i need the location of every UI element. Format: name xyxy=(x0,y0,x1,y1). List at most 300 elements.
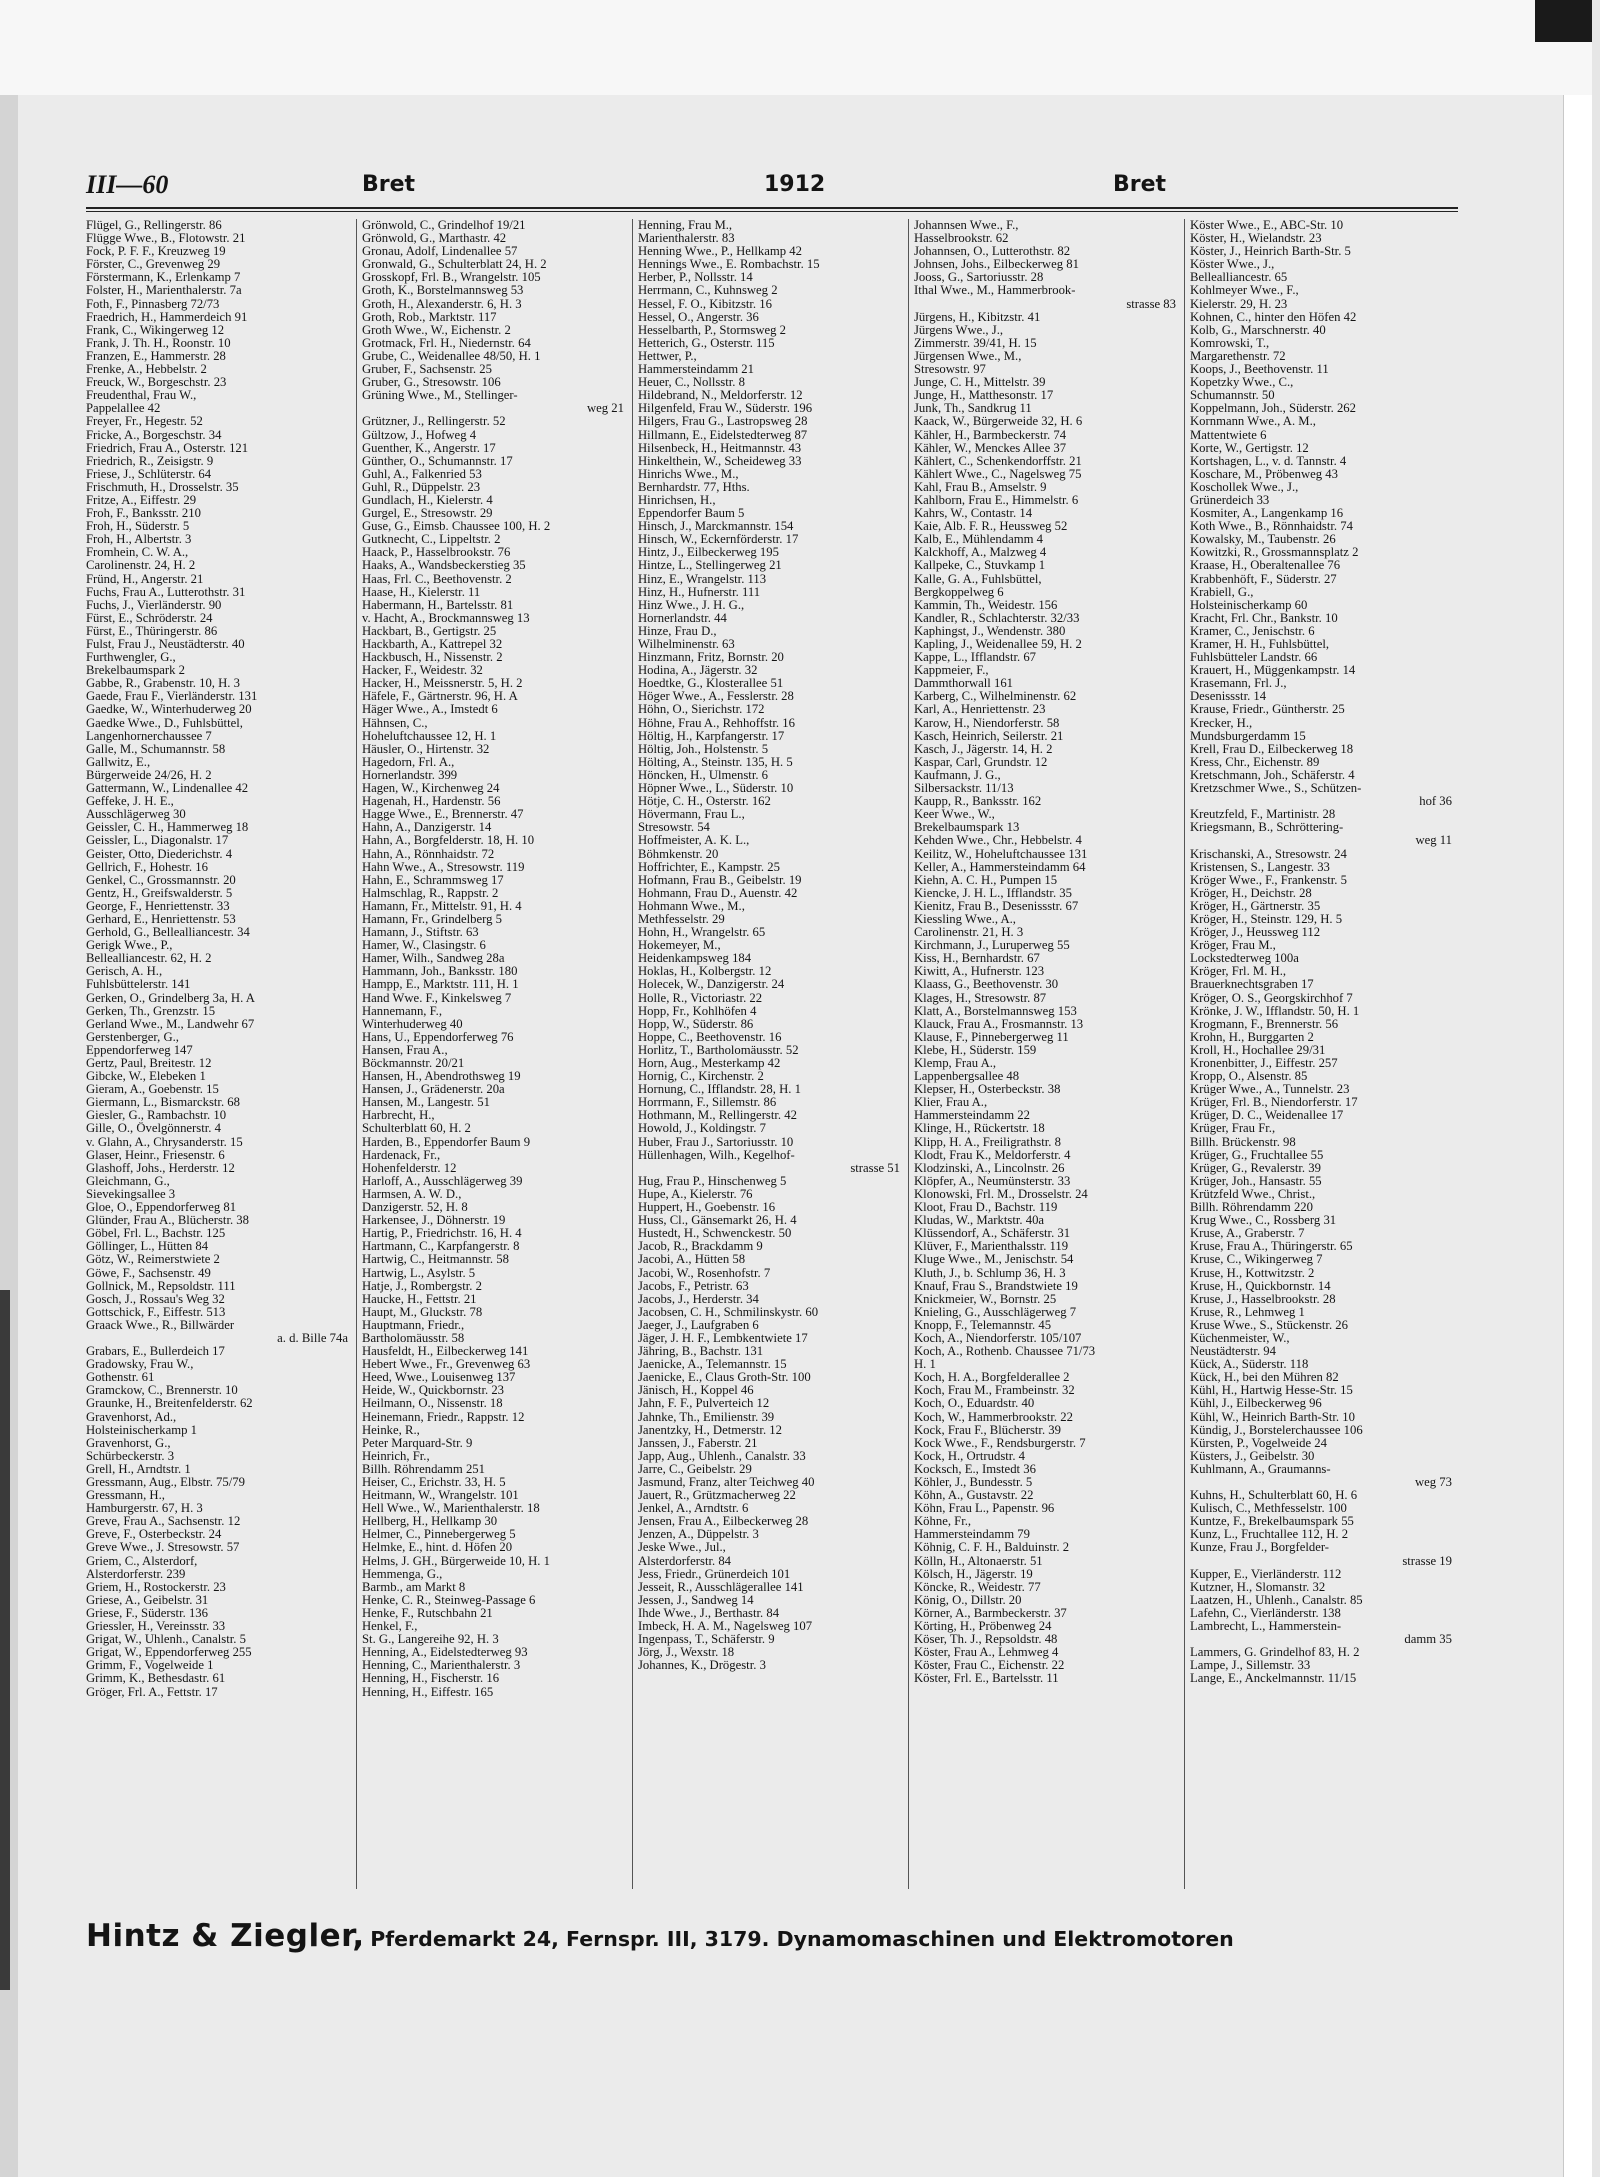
directory-entry: Fromhein, C. W. A., xyxy=(86,546,189,560)
directory-entry: Grabars, E., Bullerdeich 17 xyxy=(86,1345,225,1359)
directory-entry: Jasmund, Franz, alter Teichweg 40 xyxy=(638,1476,815,1489)
directory-entry: Köhn, Frau L., Papenstr. 96 xyxy=(914,1502,1055,1516)
directory-entry: Gressmann, H., xyxy=(86,1489,165,1503)
directory-entry: a. d. Bille 74a xyxy=(277,1331,348,1345)
directory-entry: Grube, C., Weidenallee 48/50, H. 1 xyxy=(362,349,541,363)
directory-entry: Kreutzfeld, F., Martinistr. 28 xyxy=(1190,808,1336,822)
directory-entry: Gerland Wwe., M., Landwehr 67 xyxy=(86,1017,255,1031)
directory-entry: Grotmack, Frl. H., Niedernstr. 64 xyxy=(362,336,531,350)
directory-entry: Kaspar, Carl, Grundstr. 12 xyxy=(914,755,1048,769)
directory-entry: Frank, C., Wikingerweg 12 xyxy=(86,323,225,337)
directory-entry: Johnsen, Johs., Eilbeckerweg 81 xyxy=(914,258,1079,272)
directory-entry: Hell Wwe., W., Marienthalerstr. 18 xyxy=(362,1502,540,1516)
directory-entry: Klodt, Frau K., Meldorferstr. 4 xyxy=(914,1148,1071,1162)
directory-entry: Hammersteindamm 21 xyxy=(638,363,754,377)
directory-entry: Hokemeyer, M., xyxy=(638,939,721,953)
directory-entry: Hacker, F., Weidestr. 32 xyxy=(362,664,483,678)
directory-entry: Hesselbarth, P., Stormsweg 2 xyxy=(638,323,787,337)
directory-entry: Freyer, Fr., Hegestr. 52 xyxy=(86,415,203,429)
directory-entry: Methfesselstr. 29 xyxy=(638,912,725,926)
directory-entry: Jaeger, J., Laufgraben 6 xyxy=(638,1318,759,1332)
directory-entry: Köster, Frau A., Lehmweg 4 xyxy=(914,1646,1059,1660)
directory-entry: Hahn, A., Danzigerstr. 14 xyxy=(362,821,492,835)
directory-entry: Bellealliancestr. 62, H. 2 xyxy=(86,952,212,966)
directory-entry: Jürgensen Wwe., M., xyxy=(914,349,1022,363)
directory-entry: Kropp, O., Alsenstr. 85 xyxy=(1190,1070,1308,1084)
directory-entry: Jesseit, R., Ausschlägerallee 141 xyxy=(638,1580,804,1594)
directory-entry: Kretschmann, Joh., Schäferstr. 4 xyxy=(1190,768,1355,782)
directory-entry: Bartholomäusstr. 58 xyxy=(362,1331,465,1345)
directory-entry: Fraedrich, H., Hammerdeich 91 xyxy=(86,310,248,324)
directory-entry: Kröger, H., Deichstr. 28 xyxy=(1190,886,1312,900)
directory-entry: Johannsen Wwe., F., xyxy=(914,219,1019,232)
directory-entry: Hohn, H., Wrangelstr. 65 xyxy=(638,926,766,940)
directory-entry: Kröger, Frau M., xyxy=(1190,939,1276,953)
directory-entry: Fuhlsbüttelerstr. 141 xyxy=(86,978,191,992)
directory-entry: Krüger, G., Fruchtallee 55 xyxy=(1190,1148,1324,1162)
directory-entry: Kürsten, P., Vogelweide 24 xyxy=(1190,1436,1327,1450)
directory-entry: Grimm, F., Vogelweide 1 xyxy=(86,1659,214,1673)
directory-entry: Krüger, Joh., Hansastr. 55 xyxy=(1190,1174,1322,1188)
directory-entry: Glashoff, Johs., Herderstr. 12 xyxy=(86,1161,235,1175)
directory-entry: Gaedke Wwe., D., Fuhlsbüttel, xyxy=(86,716,243,730)
directory-entry: Kalle, G. A., Fuhlsbüttel, xyxy=(914,572,1042,586)
directory-entry: Haack, P., Hasselbrookstr. 76 xyxy=(362,546,511,560)
directory-entry: Hustedt, H., Schwenckestr. 50 xyxy=(638,1227,792,1241)
directory-entry: Kruse, C., Wikingerweg 7 xyxy=(1190,1253,1323,1267)
directory-entry: Griese, F., Süderstr. 136 xyxy=(86,1606,208,1620)
directory-entry: Harden, B., Eppendorfer Baum 9 xyxy=(362,1135,531,1149)
directory-entry: Koops, J., Beethovenstr. 11 xyxy=(1190,363,1329,377)
directory-entry: Hartwig, L., Asylstr. 5 xyxy=(362,1266,476,1280)
directory-entry: Kuhns, H., Schulterblatt 60, H. 6 xyxy=(1190,1489,1358,1503)
directory-entry: Knauf, Frau S., Brandstwiete 19 xyxy=(914,1279,1078,1293)
directory-entry: Höncken, H., Ulmenstr. 6 xyxy=(638,768,769,782)
directory-entry: Gerken, O., Grindelberg 3a, H. A xyxy=(86,991,255,1005)
column-divider xyxy=(356,219,357,1889)
directory-entry: Höltig, H., Karpfangerstr. 17 xyxy=(638,729,785,743)
directory-entry: Horn, Aug., Mesterkamp 42 xyxy=(638,1057,781,1070)
directory-entry: Ihde Wwe., J., Berthastr. 84 xyxy=(638,1606,780,1620)
directory-entry: Kück, A., Süderstr. 118 xyxy=(1190,1358,1309,1372)
directory-entry: Hausfeldt, H., Eilbeckerweg 141 xyxy=(362,1345,529,1359)
directory-entry: Hoffmeister, A. K. L., xyxy=(638,834,750,848)
directory-entry: Köser, Th. J., Repsoldstr. 48 xyxy=(914,1633,1058,1647)
directory-entry: Hinz, H., Hufnerstr. 111 xyxy=(638,585,761,599)
directory-entry: Gerhold, G., Bellealliancestr. 34 xyxy=(86,926,250,940)
running-title-left: Bret xyxy=(362,172,416,197)
directory-entry: Heitmann, W., Wrangelstr. 101 xyxy=(362,1489,519,1503)
directory-entry: Fuchs, Frau A., Lutterothstr. 31 xyxy=(86,585,246,599)
directory-entry: Horrmann, F., Sillemstr. 86 xyxy=(638,1096,777,1110)
directory-entry: Kröger Wwe., F., Frankenstr. 5 xyxy=(1190,873,1347,887)
directory-entry: Jürgens Wwe., J., xyxy=(914,323,1004,337)
directory-entry: Kirchmann, J., Luruperweg 55 xyxy=(914,939,1070,953)
directory-entry: Köncke, R., Weidestr. 77 xyxy=(914,1580,1041,1594)
directory-entry: Kröger, H., Steinstr. 129, H. 5 xyxy=(1190,912,1343,926)
directory-entry: Barmb., am Markt 8 xyxy=(362,1580,466,1594)
directory-entry: hof 36 xyxy=(1419,795,1452,809)
directory-entry: Frank, J. Th. H., Roonstr. 10 xyxy=(86,336,231,350)
directory-entry: Dammthorwall 161 xyxy=(914,677,1014,691)
directory-entry: Frenke, A., Hebbelstr. 2 xyxy=(86,363,207,377)
directory-entry: Jaenicke, E., Claus Groth-Str. 100 xyxy=(638,1371,811,1385)
directory-entry: Hackbusch, H., Nissenstr. 2 xyxy=(362,651,503,665)
directory-entry: Jähring, B., Bachstr. 131 xyxy=(638,1345,764,1359)
directory-entry: Kück, H., bei den Mühren 82 xyxy=(1190,1371,1339,1385)
directory-entry: Kortshagen, L., v. d. Tannstr. 4 xyxy=(1190,454,1347,468)
directory-entry: Förstermann, K., Erlenkamp 7 xyxy=(86,271,241,285)
directory-entry: Hinz, E., Wrangelstr. 113 xyxy=(638,572,767,586)
directory-entry: Flügel, G., Rellingerstr. 86 xyxy=(86,219,222,232)
directory-entry: Eppendorferweg 147 xyxy=(86,1043,193,1057)
directory-entry: Holsteinischerkamp 60 xyxy=(1190,598,1308,612)
directory-entry: Kornmann Wwe., A. M., xyxy=(1190,415,1316,429)
directory-entry: Gottschick, F., Eiffestr. 513 xyxy=(86,1305,226,1319)
directory-entry: Gerstenberger, G., xyxy=(86,1030,179,1044)
scan-background-top xyxy=(0,0,1600,95)
directory-entry: Fulst, Frau J., Neustädterstr. 40 xyxy=(86,638,245,651)
directory-entry: Graack Wwe., R., Billwärder xyxy=(86,1318,235,1332)
directory-entry: Hodina, A., Jägerstr. 32 xyxy=(638,664,758,678)
directory-entry: Hagedorn, Frl. A., xyxy=(362,755,455,769)
directory-entry: Kluth, J., b. Schlump 36, H. 3 xyxy=(914,1266,1066,1280)
directory-entry: Gloe, O., Eppendorferweg 81 xyxy=(86,1201,237,1215)
directory-entry: Lammers, G. Grindelhof 83, H. 2 xyxy=(1190,1646,1360,1660)
directory-entry: Jürgens, H., Kibitzstr. 41 xyxy=(914,310,1041,324)
directory-entry: Köhne, Fr., xyxy=(914,1515,972,1529)
directory-entry: Kriegsmann, B., Schröttering- xyxy=(1190,821,1344,835)
footer-advertisement xyxy=(86,1918,1458,1962)
directory-entry: Henke, F., Rutschbahn 21 xyxy=(362,1606,493,1620)
directory-entry: Hintz, J., Eilbeckerweg 195 xyxy=(638,546,779,560)
directory-entry: Hansen, H., Abendrothsweg 19 xyxy=(362,1070,521,1084)
directory-entry: Marienthalerstr. 83 xyxy=(638,232,735,246)
scan-right-strip xyxy=(1592,0,1600,2177)
directory-entry: Brauerknechtsgraben 17 xyxy=(1190,978,1314,992)
directory-entry: Kahl, Frau B., Amselstr. 9 xyxy=(914,480,1047,494)
directory-entry: Kappmeier, F., xyxy=(914,664,989,678)
directory-entry: Krischanski, A., Stresowstr. 24 xyxy=(1190,847,1347,861)
directory-entry: Hamann, Fr., Grindelberg 5 xyxy=(362,912,503,926)
directory-entry: Krüger, D. C., Weidenallee 17 xyxy=(1190,1109,1344,1123)
directory-entry: Hopp, W., Süderstr. 86 xyxy=(638,1017,754,1031)
directory-entry: Hammersteindamm 79 xyxy=(914,1528,1030,1542)
directory-entry: Griessler, H., Vereinsstr. 33 xyxy=(86,1620,226,1634)
directory-entry: Huppert, H., Goebenstr. 16 xyxy=(638,1201,776,1215)
directory-entry: Karow, H., Niendorferstr. 58 xyxy=(914,716,1060,730)
directory-entry: Bergkoppelweg 6 xyxy=(914,585,1004,599)
directory-entry: Köster Wwe., J., xyxy=(1190,258,1275,272)
directory-entry: Kündig, J., Borstelerchaussee 106 xyxy=(1190,1423,1363,1437)
directory-entry: Hupe, A., Kielerstr. 76 xyxy=(638,1187,753,1201)
directory-entry: Hammann, Joh., Banksstr. 180 xyxy=(362,965,518,979)
directory-entry: Junge, C. H., Mittelstr. 39 xyxy=(914,376,1046,390)
directory-entry: Greve Wwe., J. Stresowstr. 57 xyxy=(86,1541,240,1555)
directory-entry: Klipp, H. A., Freiligrathstr. 8 xyxy=(914,1135,1061,1149)
directory-entry: Kählert Wwe., C., Nagelsweg 75 xyxy=(914,467,1082,481)
directory-entry: Höhn, O., Sierichstr. 172 xyxy=(638,703,765,717)
directory-entry: Hornig, C., Kirchenstr. 2 xyxy=(638,1070,764,1084)
directory-entry: Heinke, R., xyxy=(362,1423,420,1437)
directory-entry: Grützner, J., Rellingerstr. 52 xyxy=(362,415,506,429)
directory-entry: Hennings Wwe., E. Rombachstr. 15 xyxy=(638,258,820,272)
directory-entry: v. Glahn, A., Chrysanderstr. 15 xyxy=(86,1135,243,1149)
directory-entry: Kalb, E., Mühlendamm 4 xyxy=(914,533,1043,547)
directory-entry: Henning, H., Fischerstr. 16 xyxy=(362,1672,500,1686)
directory-entry: Heiser, C., Erichstr. 33, H. 5 xyxy=(362,1476,506,1489)
directory-entry: Neustädterstr. 94 xyxy=(1190,1345,1276,1359)
directory-entry: Froh, H., Albertstr. 3 xyxy=(86,533,192,547)
directory-entry: Gibcke, W., Elebeken 1 xyxy=(86,1070,206,1084)
directory-entry: Krüger, G., Revalerstr. 39 xyxy=(1190,1161,1321,1175)
directory-entry: Hornerlandstr. 44 xyxy=(638,611,727,625)
directory-entry: Hoffrichter, E., Kampstr. 25 xyxy=(638,860,780,874)
directory-entry: Griese, A., Geibelstr. 31 xyxy=(86,1593,209,1607)
directory-entry: Kristensen, S., Langestr. 33 xyxy=(1190,860,1330,874)
directory-entry: Foth, F., Pinnasberg 72/73 xyxy=(86,297,220,311)
directory-entry: Kruse, J., Hasselbrookstr. 28 xyxy=(1190,1292,1336,1306)
scan-corner-mark xyxy=(1535,0,1600,42)
directory-entry: Henning, H., Eiffestr. 165 xyxy=(362,1685,494,1699)
directory-entry: Grigat, W., Eppendorferweg 255 xyxy=(86,1646,252,1660)
directory-entry: Köster, Frl. E., Bartelsstr. 11 xyxy=(914,1672,1059,1686)
directory-entry: Groth Wwe., W., Eichenstr. 2 xyxy=(362,323,511,337)
directory-entry: Geister, Otto, Diederichstr. 4 xyxy=(86,847,233,861)
directory-column-1 xyxy=(86,219,348,1889)
directory-column-4 xyxy=(914,219,1176,1889)
directory-entry: Grosskopf, Frl. B., Wrangelstr. 105 xyxy=(362,271,541,285)
directory-entry: Krell, Frau D., Eilbeckerweg 18 xyxy=(1190,742,1354,756)
directory-entry: Billh. Brückenstr. 98 xyxy=(1190,1135,1296,1149)
directory-entry: Hansen, J., Grädenerstr. 20a xyxy=(362,1083,505,1097)
directory-entry: Köster, J., Heinrich Barth-Str. 5 xyxy=(1190,245,1351,259)
directory-column-2 xyxy=(362,219,624,1889)
directory-entry: Hand Wwe. F., Kinkelsweg 7 xyxy=(362,991,512,1005)
directory-entry: Johannes, K., Drögestr. 3 xyxy=(638,1659,766,1673)
directory-entry: v. Hacht, A., Brockmannsweg 13 xyxy=(362,611,530,625)
directory-entry: Kruse, A., Graberstr. 7 xyxy=(1190,1227,1305,1241)
directory-entry: Pappelallee 42 xyxy=(86,402,161,416)
directory-entry: Haaks, A., Wandsbeckerstieg 35 xyxy=(362,559,526,573)
directory-column-3 xyxy=(638,219,900,1889)
directory-entry: Helmke, E., hint. d. Höfen 20 xyxy=(362,1541,513,1555)
year-heading: 1912 xyxy=(764,172,826,197)
directory-entry: Janentzky, H., Detmerstr. 12 xyxy=(638,1423,782,1437)
directory-entry: Hinrichsen, H., xyxy=(638,493,716,507)
directory-entry: Klöpfer, A., Neumünsterstr. 33 xyxy=(914,1174,1071,1188)
directory-entry: Kraase, H., Oberaltenallee 76 xyxy=(1190,559,1341,573)
directory-entry: Keer Wwe., W., xyxy=(914,808,995,822)
directory-entry: Hagen, W., Kirchenweg 24 xyxy=(362,782,500,796)
directory-entry: Habermann, H., Bartelsstr. 81 xyxy=(362,598,514,612)
directory-entry: Klodzinski, A., Lincolnstr. 26 xyxy=(914,1161,1065,1175)
directory-entry: Guhl, A., Falkenried 53 xyxy=(362,467,482,481)
directory-entry: Kock, H., Ortrudstr. 4 xyxy=(914,1449,1026,1463)
directory-entry: Geffeke, J. H. E., xyxy=(86,795,174,809)
directory-entry: Bernhardstr. 77, Hths. xyxy=(638,480,750,494)
directory-entry: Hinz Wwe., J. H. G., xyxy=(638,598,745,612)
directory-entry: Kowitzki, R., Grossmannsplatz 2 xyxy=(1190,546,1359,560)
directory-entry: strasse 83 xyxy=(1126,297,1176,311)
directory-entry: Jooss, G., Sartoriusstr. 28 xyxy=(914,271,1044,285)
directory-entry: Hammersteindamm 22 xyxy=(914,1109,1030,1123)
directory-entry: Fuchs, J., Vierländerstr. 90 xyxy=(86,598,222,612)
directory-entry: Hampp, E., Marktstr. 111, H. 1 xyxy=(362,978,519,992)
directory-entry: Kiehn, A. C. H., Pumpen 15 xyxy=(914,873,1058,887)
directory-entry: Korte, W., Gertigstr. 12 xyxy=(1190,441,1309,455)
directory-entry: Küsters, J., Geibelstr. 30 xyxy=(1190,1449,1315,1463)
directory-entry: Gerigk Wwe., P., xyxy=(86,939,173,953)
directory-entry: Gattermann, W., Lindenallee 42 xyxy=(86,782,249,796)
directory-entry: Hornung, C., Ifflandstr. 28, H. 1 xyxy=(638,1083,801,1097)
directory-entry: weg 21 xyxy=(587,402,624,416)
directory-entry: Günther, O., Schumannstr. 17 xyxy=(362,454,513,468)
directory-entry: Holecek, W., Danzigerstr. 24 xyxy=(638,978,785,992)
directory-entry: Genkel, C., Grossmannstr. 20 xyxy=(86,873,236,887)
directory-entry: Hartwig, C., Heitmannstr. 58 xyxy=(362,1253,509,1267)
directory-entry: Krasemann, Frl. J., xyxy=(1190,677,1287,691)
directory-entry: Jacobi, W., Rosenhofstr. 7 xyxy=(638,1266,771,1280)
directory-entry: Haas, Frl. C., Beethovenstr. 2 xyxy=(362,572,512,586)
directory-entry: Klause, F., Pinnebergerweg 11 xyxy=(914,1030,1069,1044)
directory-entry: Billh. Röhrendamm 220 xyxy=(1190,1201,1313,1215)
directory-entry: Kappe, L., Ifflandstr. 67 xyxy=(914,651,1037,665)
directory-entry: Gerisch, A. H., xyxy=(86,965,163,979)
directory-entry: Hölting, A., Steinstr. 135, H. 5 xyxy=(638,755,793,769)
directory-entry: Kienitz, Frau B., Desenissstr. 67 xyxy=(914,899,1079,913)
directory-entry: Klaass, G., Beethovenstr. 30 xyxy=(914,978,1059,992)
directory-entry: Göbel, Frl. L., Bachstr. 125 xyxy=(86,1227,226,1241)
directory-entry: Gravenhorst, G., xyxy=(86,1436,171,1450)
directory-entry: Köhler, J., Bundesstr. 5 xyxy=(914,1476,1033,1489)
directory-entry: Froh, F., Banksstr. 210 xyxy=(86,507,201,521)
running-title-right: Bret xyxy=(1113,172,1167,197)
directory-entry: Kähler, W., Menckes Allee 37 xyxy=(914,441,1067,455)
directory-entry: Kandler, R., Schlachterstr. 32/33 xyxy=(914,611,1080,625)
directory-entry: Gille, O., Övelgönnerstr. 4 xyxy=(86,1122,221,1136)
directory-entry: Graunke, H., Breitenfelderstr. 62 xyxy=(86,1397,253,1411)
directory-entry: Jauert, R., Grützmacherweg 22 xyxy=(638,1489,796,1503)
directory-entry: Janssen, J., Faberstr. 21 xyxy=(638,1436,758,1450)
directory-entry: Peter Marquard-Str. 9 xyxy=(362,1436,473,1450)
directory-entry: H. 1 xyxy=(914,1358,936,1372)
directory-entry: St. G., Langereihe 92, H. 3 xyxy=(362,1633,499,1647)
directory-entry: Höpner Wwe., L., Süderstr. 10 xyxy=(638,782,794,796)
directory-entry: George, F., Henriettenstr. 33 xyxy=(86,899,230,913)
directory-entry: Stresowstr. 97 xyxy=(914,363,986,377)
directory-entry: Kasch, Heinrich, Seilerstr. 21 xyxy=(914,729,1064,743)
directory-entry: Junge, H., Matthesonstr. 17 xyxy=(914,389,1054,403)
directory-entry: Hinze, Frau D., xyxy=(638,624,717,638)
directory-entry: Kramer, C., Jenischstr. 6 xyxy=(1190,624,1315,638)
directory-entry: Langenhornerchaussee 7 xyxy=(86,729,212,743)
directory-entry: Köster Wwe., E., ABC-Str. 10 xyxy=(1190,219,1344,232)
directory-entry: Jensen, Frau A., Eilbeckerweg 28 xyxy=(638,1515,809,1529)
directory-entry: Gollnick, M., Repsoldstr. 111 xyxy=(86,1279,236,1293)
directory-entry: Gröger, Frl. A., Fettstr. 17 xyxy=(86,1685,218,1699)
directory-entry: Gurgel, E., Stresowstr. 29 xyxy=(362,507,493,521)
directory-entry: Hornerlandstr. 399 xyxy=(362,768,458,782)
column-divider xyxy=(1184,219,1185,1889)
directory-entry: Jarre, C., Geibelstr. 29 xyxy=(638,1462,752,1476)
directory-entry: Junk, Th., Sandkrug 11 xyxy=(914,402,1032,416)
directory-entry: Klier, Frau A., xyxy=(914,1096,988,1110)
directory-entry: Kohnen, C., hinter den Höfen 42 xyxy=(1190,310,1357,324)
directory-entry: Jahn, F. F., Pulverteich 12 xyxy=(638,1397,770,1411)
directory-entry: Guse, G., Eimsb. Chaussee 100, H. 2 xyxy=(362,520,551,534)
directory-entry: Hähnsen, C., xyxy=(362,716,428,730)
directory-entry: Haupt, M., Gluckstr. 78 xyxy=(362,1305,483,1319)
directory-entry: Hahn, E., Schrammsweg 17 xyxy=(362,873,504,887)
directory-entry: Winterhuderweg 40 xyxy=(362,1017,463,1031)
directory-entry: Groth, Rob., Marktstr. 117 xyxy=(362,310,497,324)
directory-entry: Friedrich, R., Zeisigstr. 9 xyxy=(86,454,214,468)
directory-entry: Heilmann, O., Nissenstr. 18 xyxy=(362,1397,503,1411)
directory-entry: Flügge Wwe., B., Flotowstr. 21 xyxy=(86,232,246,246)
directory-entry: Froh, H., Süderstr. 5 xyxy=(86,520,190,534)
directory-entry: Japp, Aug., Uhlenh., Canalstr. 33 xyxy=(638,1449,806,1463)
directory-entry: Kölln, H., Altonaerstr. 51 xyxy=(914,1554,1043,1568)
directory-entry: Kaphingst, J., Wendenstr. 380 xyxy=(914,624,1066,638)
advertiser-name: Hintz & Ziegler, xyxy=(86,1918,365,1954)
directory-entry: Gallwitz, E., xyxy=(86,755,151,769)
directory-entry: Jahnke, Th., Emilienstr. 39 xyxy=(638,1410,775,1424)
directory-entry: Hamann, J., Stiftstr. 63 xyxy=(362,926,479,940)
directory-entry: Helmer, C., Pinnebergerweg 5 xyxy=(362,1528,516,1542)
directory-entry: Heinrich, Fr., xyxy=(362,1449,430,1463)
directory-entry: Komrowski, T., xyxy=(1190,336,1270,350)
directory-entry: Hebert Wwe., Fr., Grevenweg 63 xyxy=(362,1358,531,1372)
directory-entry: Krönke, J. W., Ifflandstr. 50, H. 1 xyxy=(1190,1004,1360,1018)
directory-entry: Hartig, P., Friedrichstr. 16, H. 4 xyxy=(362,1227,522,1241)
directory-entry: Kress, Chr., Eichenstr. 89 xyxy=(1190,755,1320,769)
directory-entry: Lange, E., Anckelmannstr. 11/15 xyxy=(1190,1672,1357,1686)
directory-entry: König, O., Dillstr. 20 xyxy=(914,1593,1022,1607)
directory-entry: Ithal Wwe., M., Hammerbrook- xyxy=(914,284,1076,298)
directory-entry: Böhmkenstr. 20 xyxy=(638,847,719,861)
directory-entry: Grigat, W., Uhlenh., Canalstr. 5 xyxy=(86,1633,246,1647)
directory-entry: Henning Wwe., P., Hellkamp 42 xyxy=(638,245,802,259)
directory-entry: Fründ, H., Angerstr. 21 xyxy=(86,572,204,586)
directory-entry: Hohmann Wwe., M., xyxy=(638,899,745,913)
directory-entry: Kröger, J., Heussweg 112 xyxy=(1190,926,1321,940)
directory-entry: Helms, J. GH., Bürgerweide 10, H. 1 xyxy=(362,1554,550,1568)
directory-entry: Greve, F., Osterbeckstr. 24 xyxy=(86,1528,222,1542)
directory-entry: Hamann, Fr., Mittelstr. 91, H. 4 xyxy=(362,899,522,913)
directory-entry: Kaack, W., Bürgerweide 32, H. 6 xyxy=(914,415,1083,429)
directory-entry: Heide, W., Quickbornstr. 23 xyxy=(362,1384,505,1398)
directory-entry: Griem, H., Rostockerstr. 23 xyxy=(86,1580,226,1594)
directory-entry: Kröger, O. S., Georgskirchhof 7 xyxy=(1190,991,1353,1005)
directory-entry: Krogmann, F., Brennerstr. 56 xyxy=(1190,1017,1339,1031)
directory-entry: Alsterdorferstr. 84 xyxy=(638,1554,732,1568)
directory-entry: Hellberg, H., Hellkamp 30 xyxy=(362,1515,498,1529)
directory-entry: Häger Wwe., A., Imstedt 6 xyxy=(362,703,498,717)
directory-entry: Hahn, A., Rönnhaidstr. 72 xyxy=(362,847,495,861)
directory-entry: Hahn Wwe., A., Stresowstr. 119 xyxy=(362,860,525,874)
directory-entry: Henning, Frau M., xyxy=(638,219,733,232)
directory-entry: Hackbart, B., Gertigstr. 25 xyxy=(362,624,497,638)
directory-entry: Kröger, H., Gärtnerstr. 35 xyxy=(1190,899,1321,913)
directory-entry: Hagenah, H., Hardenstr. 56 xyxy=(362,795,501,809)
directory-entry: Glünder, Frau A., Blücherstr. 38 xyxy=(86,1214,249,1228)
directory-entry: Hansen, Frau A., xyxy=(362,1043,448,1057)
directory-entry: Kiessling Wwe., A., xyxy=(914,912,1016,926)
directory-entry: Koschare, M., Pröbenweg 43 xyxy=(1190,467,1338,481)
directory-entry: Schürbeckerstr. 3 xyxy=(86,1449,175,1463)
directory-entry: Groth, K., Borstelmannsweg 53 xyxy=(362,284,524,298)
